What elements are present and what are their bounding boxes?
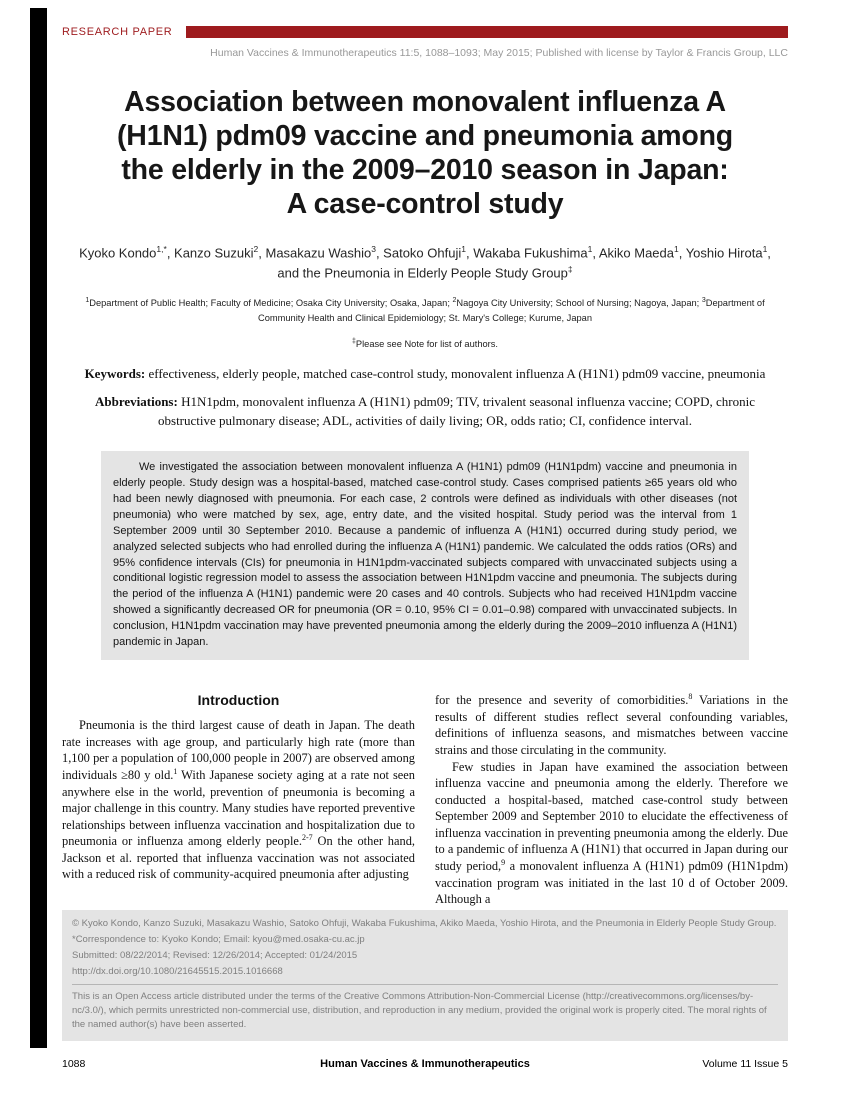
author-note bbox=[62, 338, 788, 349]
author-name: , Wakaba Fukushima bbox=[465, 245, 588, 261]
article-type-label: RESEARCH PAPER bbox=[62, 26, 173, 38]
author-name: , Masakazu Washio bbox=[258, 245, 372, 261]
body-paragraph bbox=[435, 759, 788, 908]
journal-citation: Human Vaccines & Immunotherapeutics 11:5, 1088–1093; May 2015; Published with license by Taylor & Francis Group, LLC bbox=[210, 47, 788, 59]
paragraph-text: On the other hand, Jackson et al. reported that influenza vaccination was not associated with a reduced risk of community-acquired pneumonia after adjusting bbox=[62, 834, 415, 882]
title-line-1: Association between monovalent influenza A bbox=[124, 86, 726, 118]
abbreviations-label: Abbreviations: bbox=[95, 394, 178, 410]
paragraph-text: Few studies in Japan have examined the association between influenza vaccine and pneumonia among the elderly. Therefore we conducted a hospital-based, matched case-control study between September 2009 and September 2010 to elucidate the effectiveness of influenza vaccination in preventing pneumonia among the elderly. Due to a pandemic of influenza A (H1N1) that occurred in Japan during our study period, bbox=[435, 759, 788, 874]
author-name: , bbox=[767, 245, 771, 261]
study-group-mark: ‡ bbox=[567, 264, 573, 275]
abstract-text: We investigated the association between monovalent influenza A (H1N1) pdm09 (H1N1pdm) vaccine and pneumonia in elderly people. Study design was a hospital-based, matched case-control study. Cases comprised patients ≥65 years old who had been newly diagnosed with pneumonia. For each case, 2 controls were defined as individuals with other diseases (not pneumonia) who were matched by sex, age, entry date, and the visited hospital. Study period was the interval from 1 September 2009 until 30 September 2010. Because a pandemic of influenza A (H1N1) occurred during study period, we analyzed selected subjects who had enrolled during the influenza A (H1N1) pandemic. We calculated the odds ratios (ORs) and 95% confidence intervals (CIs) for pneumonia in H1N1pdm-vaccinated subjects compared with unvaccinated subjects using a conditional logistic regression model to assess the association between H1N1pdm vaccine and pneumonia. The subjects during the period of the influenza A (H1N1) pandemic were 20 cases and 40 controls. Subjects who had received H1N1pdm vaccine showed a significantly decreased OR for pneumonia (OR = 0.10, 95% CI = 0.01–0.98) compared with unvaccinated subjects. In conclusion, H1N1pdm vaccination may have prevented pneumonia among the elderly during the 2009–2010 influenza A (H1N1) pandemic in Japan. bbox=[113, 460, 737, 649]
right-column bbox=[435, 692, 788, 908]
divider-rule bbox=[72, 984, 778, 985]
correspondence-line: *Correspondence to: Kyoko Kondo; Email: kyou@med.osaka-cu.ac.jp bbox=[72, 934, 365, 946]
reference-mark: 9 bbox=[501, 857, 506, 867]
author-name: Kyoko Kondo bbox=[79, 245, 157, 261]
author-affiliation-mark: 1 bbox=[673, 244, 679, 254]
author-affiliation-mark: 2 bbox=[253, 244, 259, 254]
doi-line: http://dx.doi.org/10.1080/21645515.2015.1016668 bbox=[72, 966, 283, 978]
header-band bbox=[62, 26, 788, 38]
page-footer bbox=[62, 1058, 788, 1070]
paragraph-text: Pneumonia is the third largest cause of death in Japan. The death rate increases with age group, and particularly high rate (more than 1,100 per a population of 100,000 people in 2007) are observed among individuals ≥80 y old. bbox=[62, 718, 415, 782]
license-text: This is an Open Access article distributed under the terms of the Creative Commons Attribution-Non-Commercial License (http://creativecommons.org/licenses/by-nc/3.0/), which permits unrestricted non-commercial use, distribution, and reproduction in any medium, provided the original work is properly cited. The moral rights of the named author(s) have been asserted. bbox=[72, 991, 767, 1031]
author-affiliation-mark: 1 bbox=[762, 244, 768, 254]
author-name: , Kanzo Suzuki bbox=[166, 245, 254, 261]
abbreviations-line bbox=[62, 393, 788, 431]
reference-mark: 1 bbox=[173, 766, 178, 776]
note-text: Please see Note for list of authors. bbox=[355, 339, 498, 350]
title-line-4: A case-control study bbox=[286, 188, 564, 220]
affiliation-text: Department of Community Health and Clinical Epidemiology; St. Mary's College; Kurume, Japan bbox=[257, 298, 765, 323]
reference-mark: 2-7 bbox=[301, 833, 313, 843]
keywords-line bbox=[62, 365, 788, 384]
author-name: , Akiko Maeda bbox=[592, 245, 674, 261]
left-black-bar bbox=[30, 8, 47, 1048]
dates-line: Submitted: 08/22/2014; Revised: 12/26/2014; Accepted: 01/24/2015 bbox=[72, 950, 358, 962]
paragraph-text: With Japanese society aging at a rate not seen anywhere else in the world, prevention of pneumonia is becoming a major challenge in this country. Many studies have reported preventive relationships between influenza vaccination and hospitalization due to pneumonia or influenza among elderly people. bbox=[62, 767, 416, 849]
author-affiliation-mark: 1 bbox=[461, 244, 466, 254]
paragraph-text: a monovalent influenza A (H1N1) pdm09 (H1N1pdm) vaccination program was initiated in the last 10 d of October 2009. Although a bbox=[435, 859, 789, 907]
affiliation-text: Nagoya City University; School of Nursing; Nagoya, Japan; bbox=[456, 298, 702, 309]
affiliation-mark: 2 bbox=[452, 297, 457, 305]
affiliation-text: Department of Public Health; Faculty of Medicine; Osaka City University; Osaka, Japan; bbox=[89, 298, 453, 309]
abstract-box bbox=[101, 451, 749, 660]
paragraph-text: for the presence and severity of comorbidities. bbox=[435, 693, 689, 708]
authors-line bbox=[62, 243, 788, 283]
author-affiliation-mark: 1,* bbox=[156, 244, 167, 254]
author-affiliation-mark: 1 bbox=[587, 244, 593, 254]
footer-journal-name: Human Vaccines & Immunotherapeutics bbox=[320, 1058, 530, 1070]
footer-volume-issue: Volume 11 Issue 5 bbox=[702, 1058, 788, 1070]
left-column bbox=[62, 692, 415, 908]
paragraph-text: Variations in the results of different studies reflect several confounding variables, definitions of influenza seasons, and mismatches between vaccine strains and those circulating in the community. bbox=[435, 693, 788, 757]
keywords-label: Keywords: bbox=[84, 366, 146, 382]
header-red-rule bbox=[186, 26, 788, 38]
title-line-2: (H1N1) pdm09 vaccine and pneumonia among bbox=[117, 120, 733, 152]
note-mark: ‡ bbox=[351, 338, 356, 346]
article-info-box bbox=[62, 910, 788, 1041]
page-number: 1088 bbox=[62, 1058, 86, 1070]
author-name: , Yoshio Hirota bbox=[678, 245, 763, 261]
authors-line-2 bbox=[62, 263, 788, 283]
study-group-name: and the Pneumonia in Elderly People Study Group bbox=[277, 265, 568, 281]
body-paragraph bbox=[62, 717, 415, 883]
abbreviations-text: H1N1pdm, monovalent influenza A (H1N1) pdm09; TIV, trivalent seasonal influenza vaccine; COPD, chronic obstructive pulmonary disease; ADL, activities of daily living; OR, odds ratio; CI, confidence interval. bbox=[158, 394, 755, 429]
content bbox=[62, 0, 788, 908]
affiliations bbox=[62, 296, 788, 325]
title-line-3: the elderly in the 2009–2010 season in Japan: bbox=[121, 154, 729, 186]
article-title bbox=[62, 85, 788, 221]
affiliation-mark: 1 bbox=[85, 297, 90, 305]
body-columns bbox=[62, 692, 788, 908]
author-affiliation-mark: 3 bbox=[371, 244, 376, 254]
keywords-text: effectiveness, elderly people, matched case-control study, monovalent influenza A (H1N1) pdm09 vaccine, pneumonia bbox=[148, 366, 766, 382]
affiliation-mark: 3 bbox=[701, 297, 706, 305]
reference-mark: 8 bbox=[688, 692, 693, 701]
copyright-line: © Kyoko Kondo, Kanzo Suzuki, Masakazu Washio, Satoko Ohfuji, Wakaba Fukushima, Akiko Maeda, Yoshio Hirota, and the Pneumonia in Elderly People Study Group. bbox=[72, 918, 777, 929]
section-heading-introduction: Introduction bbox=[197, 692, 280, 709]
author-name: , Satoko Ohfuji bbox=[375, 245, 462, 261]
body-paragraph bbox=[435, 692, 788, 758]
